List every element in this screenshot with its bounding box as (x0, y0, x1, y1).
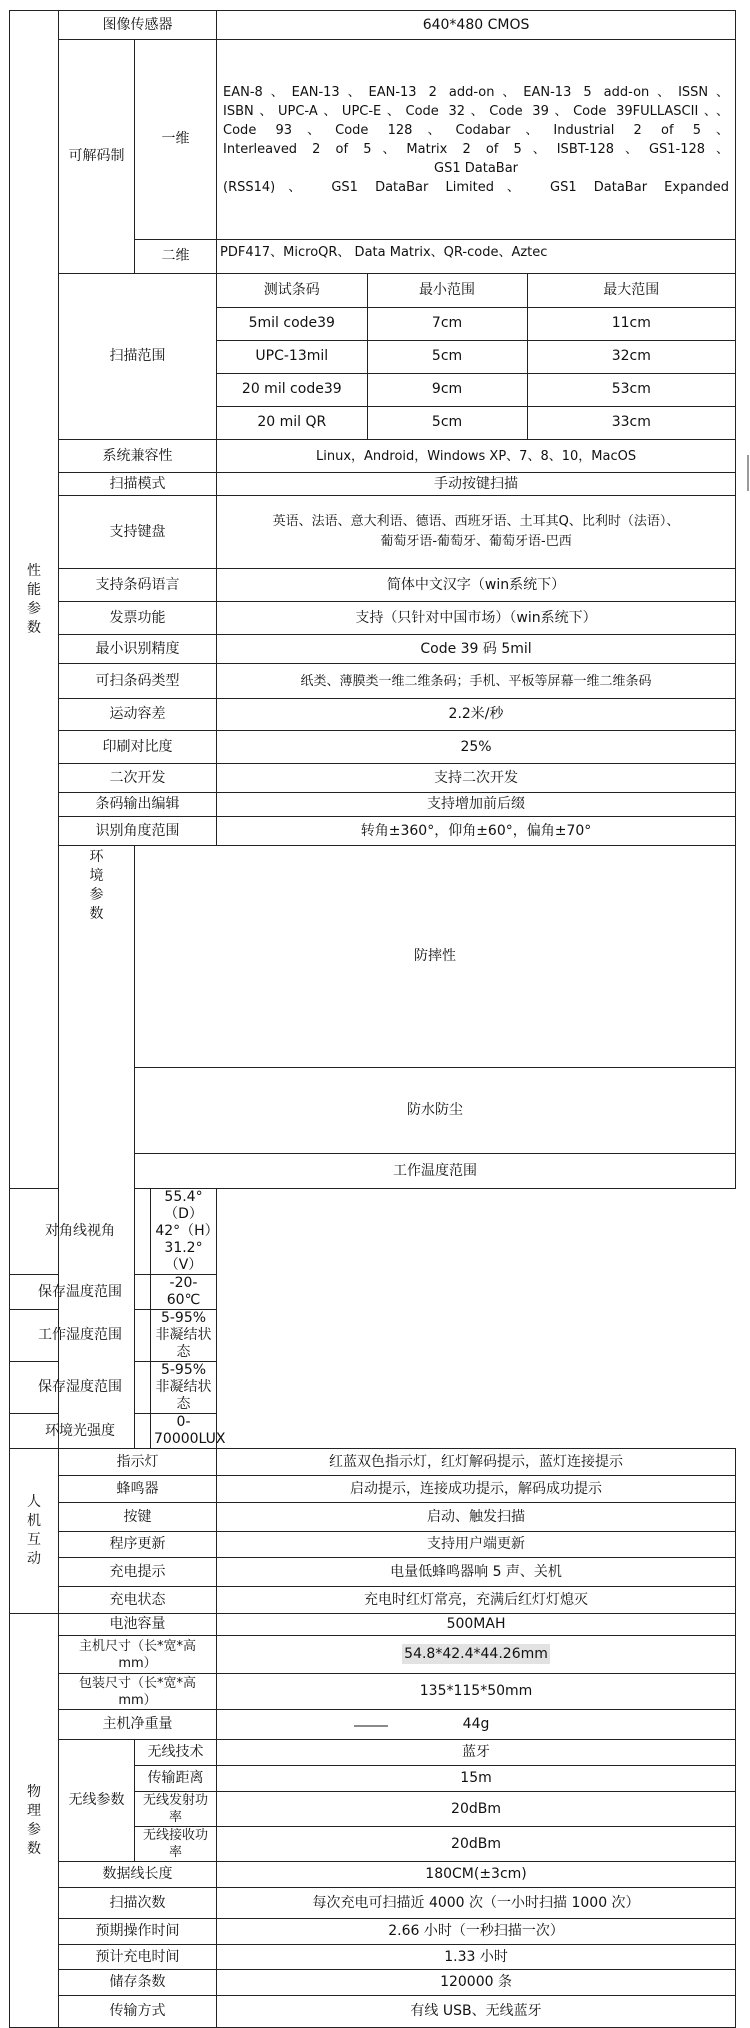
scan-cell: 20 mil QR (217, 406, 367, 439)
scan-cell: 5mil code39 (217, 307, 367, 340)
category-performance: 性能参数 (10, 11, 59, 1189)
label-sdk: 二次开发 (59, 764, 217, 793)
label-compat: 系统兼容性 (59, 440, 217, 473)
label-angle: 识别角度范围 (59, 817, 217, 846)
value-compat: Linux，Android，Windows XP、7、8、10，MacOS (217, 440, 736, 473)
decode-1d-line: Interleaved 2 of 5、Matrix 2 of 5、ISBT-128、GS1-128、 (223, 141, 730, 157)
label-decode-2d: 二维 (135, 240, 217, 274)
label-barcode-types: 可扫条码类型 (59, 664, 217, 699)
value-fov: 55.4°（D）42°（H）31.2°（V） (151, 1189, 217, 1275)
scan-header-barcode: 测试条码 (217, 274, 367, 307)
value-barcode-types: 纸类、薄膜类一维二维条码；手机、平板等屏幕一维二维条码 (217, 664, 736, 699)
scan-cell: 53cm (527, 373, 735, 406)
label-wireless: 无线参数 (59, 1740, 135, 1862)
label-charge-hint: 充电提示 (59, 1558, 217, 1587)
host-size-highlight: 54.8*42.4*44.26mm (404, 1646, 548, 1662)
scan-header-min: 最小范围 (367, 274, 527, 307)
value-angle: 转角±360°，仰角±60°，偏角±70° (217, 817, 736, 846)
value-contrast: 25% (217, 731, 736, 764)
scan-cell: 32cm (527, 340, 735, 373)
label-cable: 数据线长度 (59, 1862, 217, 1888)
label-light: 环境光强度 (10, 1414, 151, 1449)
label-indicator: 指示灯 (59, 1449, 217, 1476)
label-pack-size: 包装尺寸（长*宽*高 mm） (59, 1674, 217, 1710)
value-update: 支持用户端更新 (217, 1532, 736, 1558)
label-charge-state: 充电状态 (59, 1587, 217, 1614)
label-store-temp: 保存温度范围 (10, 1275, 151, 1310)
value-work-humidity: 5-95%非凝结状态 (151, 1310, 217, 1362)
value-sdk: 支持二次开发 (217, 764, 736, 793)
label-storage: 储存条数 (59, 1970, 217, 1996)
value-battery: 500MAH (217, 1614, 736, 1636)
category-physical: 物理参数 (10, 1614, 59, 2028)
label-scan-count: 扫描次数 (59, 1888, 217, 1919)
label-wireless-tech: 无线技术 (135, 1740, 217, 1766)
label-contrast: 印刷对比度 (59, 731, 217, 764)
value-charge-state: 充电时红灯常亮，充满后红灯灯熄灭 (217, 1587, 736, 1614)
label-min-precision: 最小识别精度 (59, 635, 217, 664)
value-motion: 2.2米/秒 (217, 699, 736, 731)
label-waterproof: 防水防尘 (135, 1068, 736, 1154)
value-pack-size: 135*115*50mm (217, 1674, 736, 1710)
label-invoice: 发票功能 (59, 602, 217, 635)
value-storage: 120000 条 (217, 1970, 736, 1996)
label-work-humidity: 工作湿度范围 (10, 1310, 151, 1362)
value-op-time: 2.66 小时（一秒扫描一次） (217, 1919, 736, 1945)
value-wireless-rx: 20dBm (217, 1827, 736, 1862)
value-keys: 启动、触发扫描 (217, 1503, 736, 1532)
label-weight: 主机净重量 (59, 1710, 217, 1740)
label-drop: 防摔性 (135, 846, 736, 1068)
value-scan-count: 每次充电可扫描近 4000 次（一小时扫描 1000 次） (217, 1888, 736, 1919)
scan-cell: 20 mil code39 (217, 373, 367, 406)
keyboard-line: 葡萄牙语-葡萄牙、葡萄牙语-巴西 (380, 534, 572, 549)
value-wireless-tech: 蓝牙 (217, 1740, 736, 1766)
decode-1d-line: EAN-8、EAN-13、EAN-13 2 add-on、EAN-13 5 add-on、ISSN、 (223, 84, 730, 100)
value-decode-1d (217, 40, 736, 240)
category-environment: 环境参数 (59, 846, 135, 1449)
label-wireless-rx: 无线接收功率 (135, 1827, 217, 1862)
scan-header-max: 最大范围 (527, 274, 735, 307)
value-output-edit: 支持增加前后缀 (217, 793, 736, 817)
label-scan-range: 扫描范围 (59, 274, 217, 440)
value-barcode-lang: 简体中文汉字（win系统下） (217, 569, 736, 602)
value-min-precision: Code 39 码 5mil (217, 635, 736, 664)
label-wireless-distance: 传输距离 (135, 1766, 217, 1792)
value-indicator: 红蓝双色指示灯，红灯解码提示，蓝灯连接提示 (217, 1449, 736, 1476)
scan-cell: UPC-13mil (217, 340, 367, 373)
value-scan-mode: 手动按键扫描 (217, 473, 736, 496)
value-charge-time: 1.33 小时 (217, 1945, 736, 1970)
label-scan-mode: 扫描模式 (59, 473, 217, 496)
decode-1d-line: (RSS14)、 GS1 DataBar Limited、 GS1 DataBar Expanded (223, 179, 730, 195)
label-op-time: 预期操作时间 (59, 1919, 217, 1945)
value-store-humidity: 5-95%非凝结状态 (151, 1362, 217, 1414)
label-work-temp: 工作温度范围 (135, 1154, 736, 1189)
label-buzzer: 蜂鸣器 (59, 1476, 217, 1503)
value-invoice: 支持（只针对中国市场）（win系统下） (217, 602, 736, 635)
label-output-edit: 条码输出编辑 (59, 793, 217, 817)
scan-cell: 5cm (367, 406, 527, 439)
scan-cell: 9cm (367, 373, 527, 406)
scroll-marker (747, 455, 749, 491)
label-fov: 对角线视角 (10, 1189, 151, 1275)
value-transfer: 有线 USB、无线蓝牙 (217, 1996, 736, 2028)
value-image-sensor: 640*480 CMOS (217, 11, 736, 40)
page-break-marker (354, 1725, 388, 1727)
value-weight: 44g (217, 1710, 736, 1740)
keyboard-line: 英语、法语、意大利语、德语、西班牙语、土耳其Q、比利时（法语）、 (272, 514, 680, 529)
label-battery: 电池容量 (59, 1614, 217, 1636)
label-barcode-lang: 支持条码语言 (59, 569, 217, 602)
decode-1d-line: GS1 DataBar (434, 160, 519, 176)
scan-cell: 11cm (527, 307, 735, 340)
scan-cell: 33cm (527, 406, 735, 439)
label-charge-time: 预计充电时间 (59, 1945, 217, 1970)
label-host-size: 主机尺寸（长*宽*高 mm） (59, 1636, 217, 1674)
label-keyboard: 支持键盘 (59, 496, 217, 569)
value-keyboard (217, 496, 736, 569)
label-motion: 运动容差 (59, 699, 217, 731)
label-decode: 可解码制 (59, 40, 135, 274)
decode-1d-line: ISBN、UPC-A、UPC-E、Code 32、Code 39、Code 39FULLASCII、、 (223, 103, 730, 119)
value-buzzer: 启动提示，连接成功提示，解码成功提示 (217, 1476, 736, 1503)
value-wireless-distance: 15m (217, 1766, 736, 1792)
scan-cell: 7cm (367, 307, 527, 340)
label-transfer: 传输方式 (59, 1996, 217, 2028)
label-keys: 按键 (59, 1503, 217, 1532)
category-interaction: 人机互动 (10, 1449, 59, 1614)
value-charge-hint: 电量低蜂鸣器响 5 声、关机 (217, 1558, 736, 1587)
value-host-size (217, 1636, 736, 1674)
scan-range-table (217, 274, 735, 439)
decode-1d-line: Code 93、Code 128、Codabar、Industrial 2 of 5、 (223, 122, 730, 138)
value-decode-2d: PDF417、MicroQR、 Data Matrix、QR-code、Aztec (217, 240, 736, 274)
label-store-humidity: 保存湿度范围 (10, 1362, 151, 1414)
label-wireless-tx: 无线发射功率 (135, 1792, 217, 1827)
value-wireless-tx: 20dBm (217, 1792, 736, 1827)
label-update: 程序更新 (59, 1532, 217, 1558)
scan-cell: 5cm (367, 340, 527, 373)
label-decode-1d: 一维 (135, 40, 217, 240)
value-cable: 180CM(±3cm) (217, 1862, 736, 1888)
value-store-temp: -20-60℃ (151, 1275, 217, 1310)
label-image-sensor: 图像传感器 (59, 11, 217, 40)
scan-range-cell (217, 274, 736, 440)
value-light: 0-70000LUX (151, 1414, 217, 1449)
